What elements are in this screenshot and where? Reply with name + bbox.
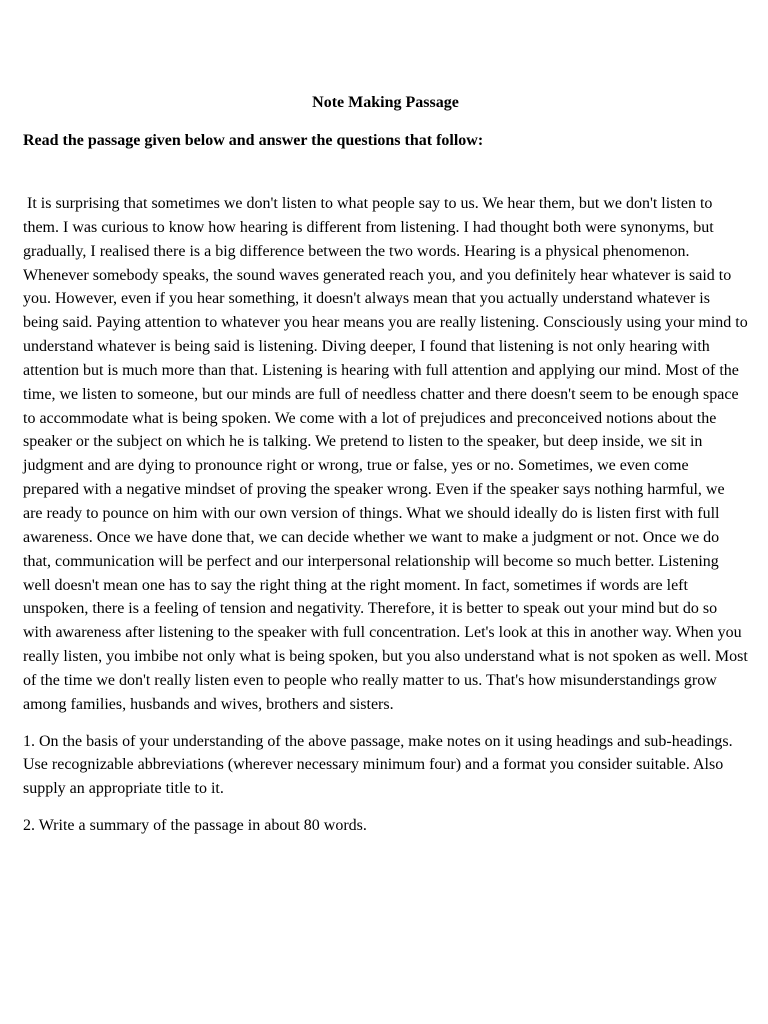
- instruction-text: Read the passage given below and answer the questions that follow:: [23, 132, 484, 149]
- question-2: 2. Write a summary of the passage in about 80 words.: [23, 816, 367, 834]
- page-title: Note Making Passage: [312, 94, 459, 111]
- question-1: 1. On the basis of your understanding of the above passage, make notes on it using headings and sub-headings. Use recognizable abbreviations (wherever necessary minimum four) and a format you consider suitable. Also supply an appropriate title to it.: [23, 732, 733, 797]
- document-page: [23, 0, 752, 837]
- passage-text: It is surprising that sometimes we don't listen to what people say to us. We hear them, but we don't listen to them. I was curious to know how hearing is different from listening. I had thought both were synonyms, but gradually, I realised there is a big difference between the two words. Hearing is a physical phenomenon. Whenever somebody speaks, the sound waves generated reach you, and you definitely hear whatever is said to you. However, even if you hear something, it doesn't always mean that you actually understand whatever is being said. Paying attention to whatever you hear means you are really listening. Consciously using your mind to understand whatever is being said is listening. Diving deeper, I found that listening is not only hearing with attention but is much more than that. Listening is hearing with full attention and applying our mind. Most of the time, we listen to someone, but our minds are full of needless chatter and there doesn't seem to be enough space to accommodate what is being spoken. We come with a lot of prejudices and preconceived notions about the speaker or the subject on which he is talking. We pretend to listen to the speaker, but deep inside, we sit in judgment and are dying to pronounce right or wrong, true or false, yes or no. Sometimes, we even come prepared with a negative mindset of proving the speaker wrong. Even if the speaker says nothing harmful, we are ready to pounce on him with our own version of things. What we should ideally do is listen first with full awareness. Once we have done that, we can decide whether we want to make a judgment or not. Once we do that, communication will be perfect and our interpersonal relationship will become so much better. Listening well doesn't mean one has to say the right thing at the right moment. In fact, sometimes if words are left unspoken, there is a feeling of tension and negativity. Therefore, it is better to speak out your mind but do so with awareness after listening to the speaker with full concentration. Let's look at this in another way. When you really listen, you imbibe not only what is being spoken, but you also understand what is not spoken as well. Most of the time we don't really listen even to people who really matter to us. That's how misunderstandings grow among families, husbands and wives, brothers and sisters.: [23, 195, 752, 713]
